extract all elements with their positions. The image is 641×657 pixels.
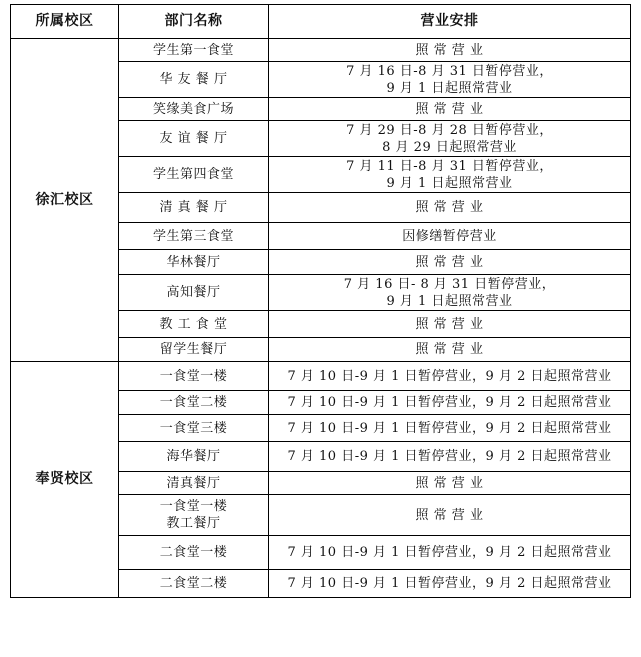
schedule-text: 7 月 16 日-8 月 31 日暂停营业， 9 月 1 日起照常营业 (346, 63, 553, 96)
department-name (119, 121, 269, 157)
department-label: 学生第一食堂 (152, 42, 234, 58)
schedule-cell (269, 157, 631, 193)
department-label: 华林餐厅 (166, 254, 221, 270)
schedule-text: 照 常 营 业 (415, 254, 484, 270)
schedule-text: 7 月 10 日-9 月 1 日暂停营业，9 月 2 日起照常营业 (287, 420, 612, 436)
schedule-text: 7 月 16 日- 8 月 31 日暂停营业， 9 月 1 日起照常营业 (343, 276, 556, 309)
department-name (119, 157, 269, 193)
department-label: 一食堂二楼 (159, 395, 228, 410)
campus-name: 徐汇校区 (11, 39, 119, 362)
schedule-cell (269, 391, 631, 415)
schedule-text: 7 月 10 日-9 月 1 日暂停营业，9 月 2 日起照常营业 (287, 449, 612, 464)
schedule-cell (269, 223, 631, 250)
schedule-cell (269, 472, 631, 495)
department-name (119, 536, 269, 570)
schedule-cell (269, 39, 631, 62)
schedule-cell (269, 570, 631, 598)
schedule-cell (269, 193, 631, 223)
department-name (119, 311, 269, 338)
schedule-text: 照 常 营 业 (415, 507, 484, 523)
department-name (119, 442, 269, 472)
schedule-cell (269, 338, 631, 362)
schedule-text: 照 常 营 业 (415, 316, 484, 332)
department-label: 学生第四食堂 (152, 167, 234, 182)
department-name (119, 570, 269, 598)
schedule-cell (269, 250, 631, 275)
schedule-cell (269, 442, 631, 472)
schedule-text: 照 常 营 业 (415, 42, 484, 58)
schedule-cell (269, 121, 631, 157)
department-label: 一食堂三楼 (159, 420, 228, 436)
schedule-cell (269, 98, 631, 121)
department-name (119, 338, 269, 362)
department-name (119, 391, 269, 415)
schedule-text: 照 常 营 业 (415, 475, 484, 491)
department-name (119, 62, 269, 98)
schedule-cell (269, 495, 631, 536)
department-name (119, 472, 269, 495)
department-name (119, 193, 269, 223)
department-name (119, 250, 269, 275)
schedule-cell (269, 311, 631, 338)
schedule-text: 7 月 10 日-9 月 1 日暂停营业，9 月 2 日起照常营业 (287, 368, 612, 384)
department-name (119, 362, 269, 391)
schedule-text: 照 常 营 业 (415, 101, 484, 117)
department-label: 友 谊 餐 厅 (159, 131, 228, 146)
department-label: 学生第三食堂 (152, 228, 234, 244)
schedule-cell (269, 362, 631, 391)
department-name (119, 275, 269, 311)
department-label: 一食堂一楼 (159, 368, 228, 384)
department-name (119, 39, 269, 62)
department-label: 海华餐厅 (166, 449, 221, 464)
schedule-text: 照 常 营 业 (415, 200, 484, 215)
department-label: 留学生餐厅 (159, 342, 228, 357)
header-campus: 所属校区 (11, 5, 119, 39)
header-row (11, 5, 631, 39)
header-department: 部门名称 (119, 5, 269, 39)
schedule-cell (269, 275, 631, 311)
schedule-cell (269, 62, 631, 98)
table-body (11, 39, 631, 598)
header-schedule: 营业安排 (269, 5, 631, 39)
department-label: 高知餐厅 (166, 285, 221, 300)
department-label: 一食堂一楼 教工餐厅 (159, 499, 228, 531)
department-name (119, 98, 269, 121)
schedule-text: 照 常 营 业 (415, 342, 484, 357)
department-label: 笑缘美食广场 (152, 101, 234, 117)
schedule-cell (269, 415, 631, 442)
department-label: 教 工 食 堂 (159, 316, 228, 332)
canteen-schedule-table (10, 4, 631, 598)
schedule-text: 7 月 11 日-8 月 31 日暂停营业， 9 月 1 日起照常营业 (346, 158, 553, 191)
department-label: 华 友 餐 厅 (159, 72, 228, 87)
department-label: 清 真 餐 厅 (159, 200, 228, 215)
department-label: 二食堂一楼 (159, 545, 228, 560)
campus-name: 奉贤校区 (11, 362, 119, 598)
table-row (11, 39, 631, 62)
schedule-text: 7 月 10 日-9 月 1 日暂停营业，9 月 2 日起照常营业 (287, 395, 612, 410)
department-name (119, 223, 269, 250)
department-name (119, 415, 269, 442)
department-label: 清真餐厅 (166, 475, 221, 491)
schedule-cell (269, 536, 631, 570)
schedule-text: 7 月 10 日-9 月 1 日暂停营业，9 月 2 日起照常营业 (287, 545, 612, 560)
schedule-text: 因修缮暂停营业 (402, 228, 497, 244)
schedule-text: 7 月 29 日-8 月 28 日暂停营业， 8 月 29 日起照常营业 (346, 122, 553, 155)
schedule-text: 7 月 10 日-9 月 1 日暂停营业，9 月 2 日起照常营业 (287, 576, 612, 591)
department-label: 二食堂二楼 (159, 576, 228, 591)
table-row (11, 362, 631, 391)
department-name (119, 495, 269, 536)
